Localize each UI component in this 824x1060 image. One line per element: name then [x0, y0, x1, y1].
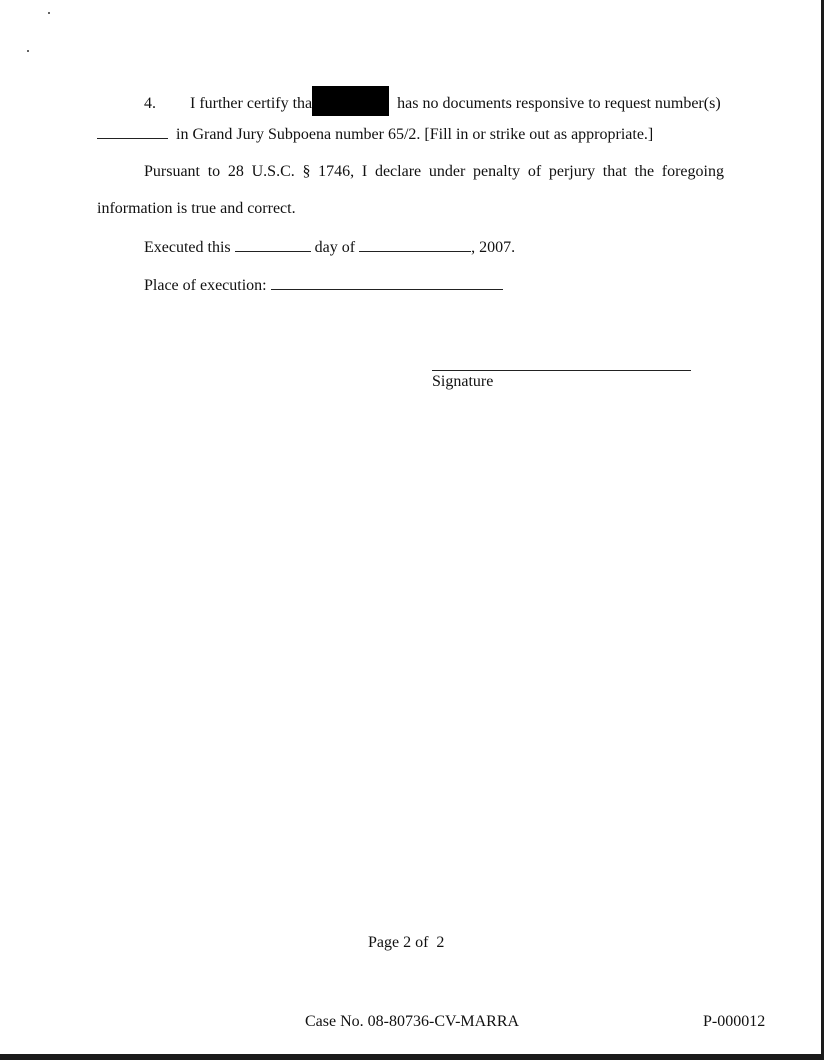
- scan-speck: [27, 50, 29, 52]
- signature-line: [432, 370, 691, 371]
- place-of-execution-line: [144, 275, 503, 296]
- bates-number: P-000012: [703, 1013, 766, 1030]
- declaration-word: that: [602, 163, 627, 180]
- declaration-word: Pursuant: [144, 163, 200, 180]
- declaration-word: declare: [374, 163, 422, 180]
- executed-label: Executed this: [144, 239, 231, 256]
- declaration-word: I: [361, 163, 368, 180]
- declaration-line-2: [97, 199, 296, 219]
- year-label: , 2007.: [471, 239, 516, 256]
- declaration-word: §: [302, 163, 311, 180]
- declaration-line-1: [144, 162, 724, 182]
- declaration-word: 1746,: [318, 163, 355, 180]
- place-label: Place of execution:: [144, 277, 267, 294]
- declaration-word: to: [207, 163, 221, 180]
- declaration-word: U.S.C.: [251, 163, 295, 180]
- case-number: Case No. 08-80736-CV-MARRA: [305, 1013, 520, 1030]
- request-number-blank: [97, 124, 168, 139]
- scan-speck: [48, 12, 50, 14]
- execution-date-line: [144, 237, 515, 258]
- certify-tail-text: has no documents responsive to request number(s): [397, 95, 721, 112]
- declaration-word: 28: [227, 163, 244, 180]
- declaration-word: of: [527, 163, 542, 180]
- declaration-word: penalty: [473, 163, 521, 180]
- paragraph-4-line-1: [144, 86, 721, 116]
- redaction-block: [312, 86, 389, 116]
- declaration-word: foregoing: [661, 163, 724, 180]
- day-blank: [235, 237, 311, 252]
- declaration-continuation: information is true and correct.: [97, 200, 296, 217]
- month-blank: [359, 237, 471, 252]
- declaration-word: under: [428, 163, 466, 180]
- paragraph-4-line-2: [97, 124, 653, 145]
- day-of-label: day of: [314, 239, 356, 256]
- page-number: Page 2 of 2: [368, 934, 445, 951]
- subpoena-text: in Grand Jury Subpoena number 65/2. [Fill in or strike out as appropriate.]: [176, 126, 654, 143]
- place-blank: [271, 275, 503, 290]
- certify-lead-text: I further certify tha: [190, 95, 313, 112]
- declaration-word: perjury: [548, 163, 596, 180]
- paragraph-number: 4.: [144, 95, 156, 112]
- declaration-word: the: [634, 163, 655, 180]
- signature-label: Signature: [432, 373, 494, 390]
